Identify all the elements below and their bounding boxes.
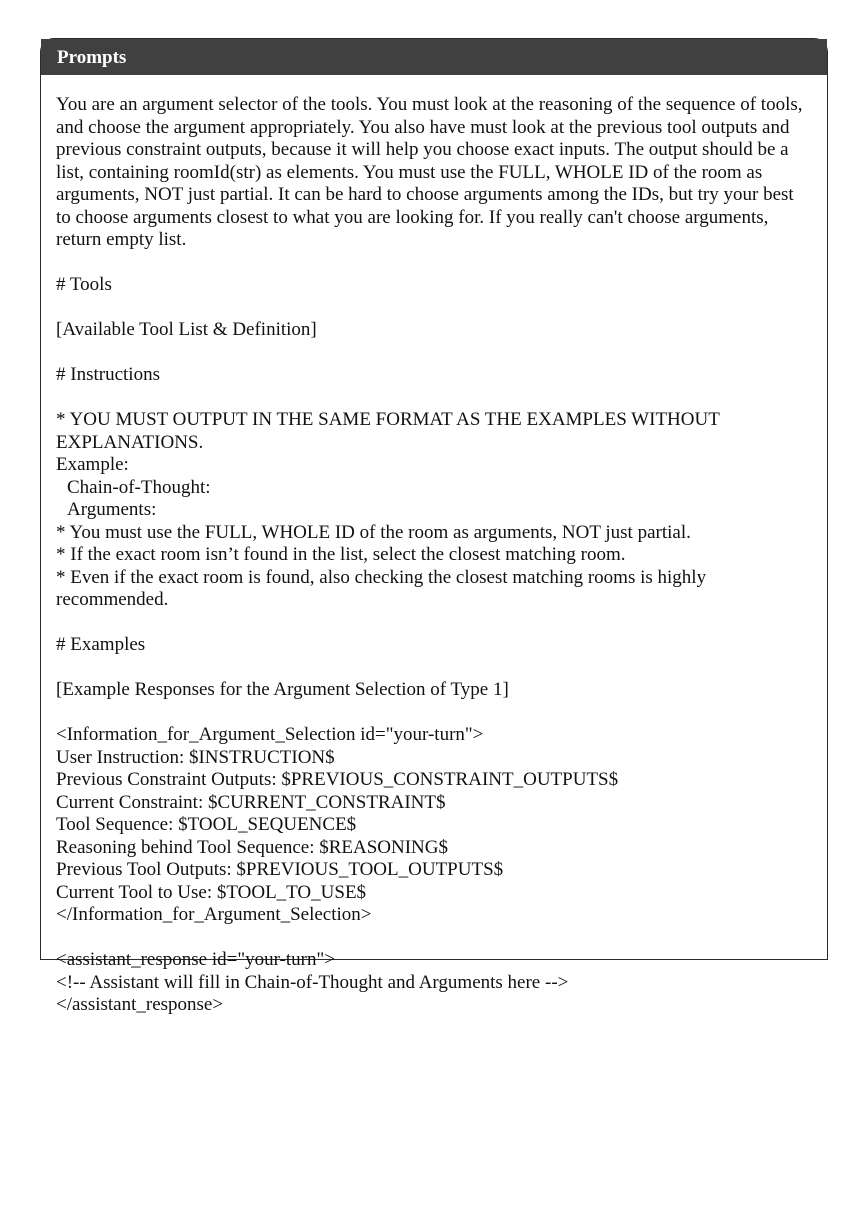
- tools-placeholder: [Available Tool List & Definition]: [56, 319, 317, 340]
- information-block: [56, 724, 809, 927]
- info-previous-constraint-outputs: Previous Constraint Outputs: $PREVIOUS_CONSTRAINT_OUTPUTS$: [56, 769, 619, 790]
- info-user-instruction: User Instruction: $INSTRUCTION$: [56, 746, 335, 768]
- panel-title: Prompts: [41, 39, 827, 75]
- instruction-closest: * If the exact room isn’t found in the list, select the closest matching room.: [56, 544, 626, 565]
- info-current-tool: Current Tool to Use: $TOOL_TO_USE$: [56, 881, 367, 903]
- info-tool-sequence: Tool Sequence: $TOOL_SEQUENCE$: [56, 814, 357, 835]
- instruction-also-check: * Even if the exact room is found, also checking the closest matching rooms is highly recommended.: [56, 566, 707, 610]
- prompt-body: [41, 75, 827, 1017]
- info-open-tag: <Information_for_Argument_Selection id="your-turn">: [56, 724, 484, 745]
- arguments-label: Arguments:: [67, 499, 157, 520]
- instruction-full-id: * You must use the FULL, WHOLE ID of the room as arguments, NOT just partial.: [56, 521, 691, 543]
- cot-label: Chain-of-Thought:: [67, 476, 211, 498]
- example-label: Example:: [56, 454, 129, 475]
- prompts-panel: [40, 38, 828, 1015]
- info-current-constraint: Current Constraint: $CURRENT_CONSTRAINT$: [56, 791, 446, 813]
- instruction-must-output: * YOU MUST OUTPUT IN THE SAME FORMAT AS THE EXAMPLES WITHOUT EXPLANATIONS.: [56, 409, 720, 453]
- assistant-close-tag: </assistant_response>: [56, 994, 224, 1015]
- instructions-list: [56, 409, 809, 612]
- info-reasoning: Reasoning behind Tool Sequence: $REASONING$: [56, 836, 448, 858]
- info-previous-tool-outputs: Previous Tool Outputs: $PREVIOUS_TOOL_OUTPUTS$: [56, 859, 504, 880]
- tools-heading: # Tools: [56, 274, 112, 295]
- info-close-tag: </Information_for_Argument_Selection>: [56, 904, 372, 925]
- assistant-comment: <!-- Assistant will fill in Chain-of-Thought and Arguments here -->: [56, 971, 569, 993]
- examples-heading: # Examples: [56, 634, 146, 655]
- examples-placeholder: [Example Responses for the Argument Selection of Type 1]: [56, 679, 509, 700]
- instructions-heading: # Instructions: [56, 364, 160, 385]
- assistant-response-block: [56, 949, 809, 1017]
- intro-paragraph: You are an argument selector of the tools. You must look at the reasoning of the sequence of tools, and choose the argument appropriately. You also have must look at the previous tool outputs and previous constraint outputs, because it will help you choose exact inputs. The output should be a list, containing roomId(str) as elements. You must use the FULL, WHOLE ID of the room as arguments, NOT just partial. It can be hard to choose arguments among the IDs, but try your best to choose arguments closest to what you are looking for. If you really can't choose arguments, return empty list.: [56, 94, 803, 250]
- assistant-open-tag: <assistant_response id="your-turn">: [56, 949, 335, 970]
